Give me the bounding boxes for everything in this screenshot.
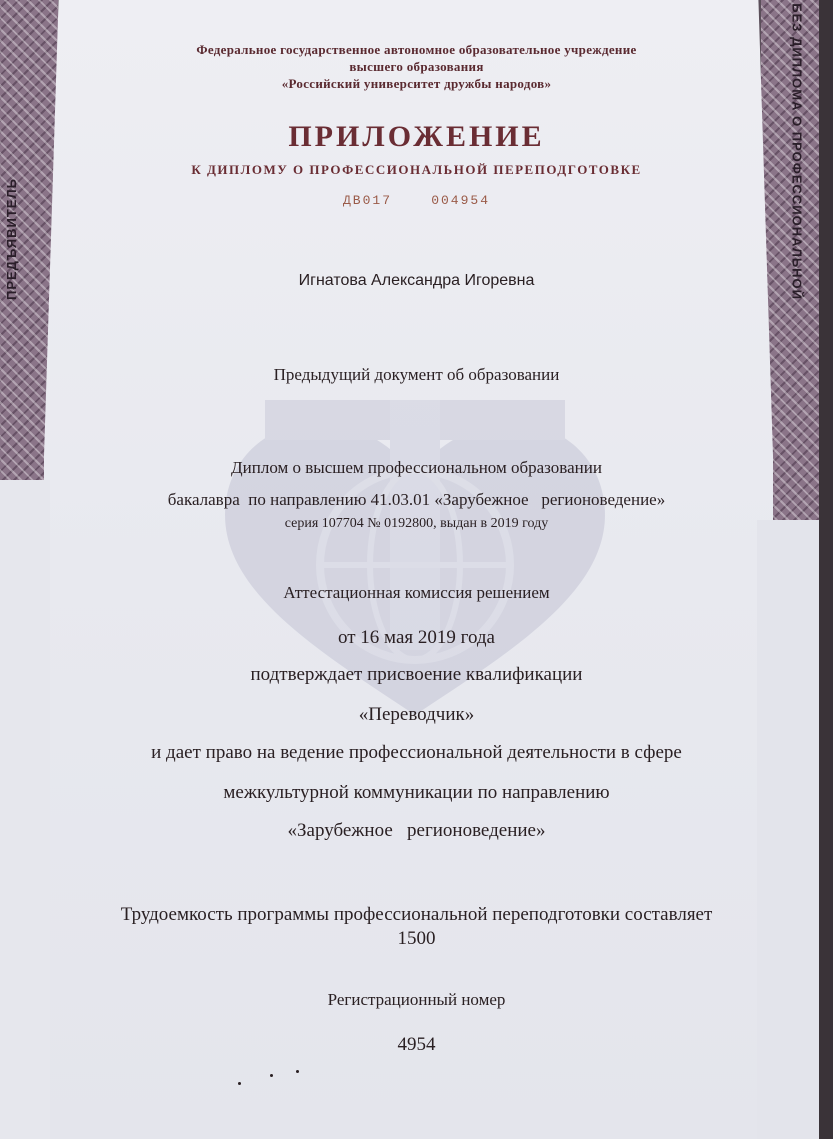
previous-document-type: Диплом о высшем профессиональном образовании [231, 458, 602, 477]
workload-value: 1500 [397, 928, 436, 949]
direction: «Зарубежное регионоведение» [287, 820, 546, 841]
workload-text: Трудоемкость программы профессиональной переподготовки составляет [120, 904, 713, 925]
decision-line-5: и дает право на ведение профессиональной деятельности в сфере [151, 742, 682, 763]
previous-document-series: серия 107704 № 0192800, выдан в 2019 году [284, 516, 549, 531]
right-border-text: БЕЗ ДИПЛОМА О ПРОФЕССИОНАЛЬНОЙ [790, 3, 805, 300]
ink-speck [296, 1070, 299, 1073]
qualification: «Переводчик» [358, 704, 475, 725]
document-subtitle: К ДИПЛОМУ О ПРОФЕССИОНАЛЬНОЙ ПЕРЕПОДГОТОВКЕ [191, 162, 642, 177]
issuer-line-2: высшего образования [349, 59, 484, 74]
issuer-line-1: Федеральное государственное автономное образовательное учреждение [196, 42, 637, 57]
registration-label: Регистрационный номер [327, 990, 506, 1009]
document-series-number: ДВ017 004954 [342, 193, 491, 208]
document-title: ПРИЛОЖЕНИЕ [288, 120, 545, 153]
holder-name: Игнатова Александра Игоревна [298, 272, 535, 289]
issuer-line-3: «Российский университет дружбы народов» [281, 76, 552, 91]
decision-date: от 16 мая 2019 года [338, 627, 495, 648]
previous-document-heading: Предыдущий документ об образовании [273, 365, 560, 384]
decision-line-1: Аттестационная комиссия решением [283, 583, 550, 602]
ink-speck [270, 1074, 273, 1077]
registration-number: 4954 [397, 1034, 436, 1055]
decision-line-6: межкультурной коммуникации по направлению [223, 782, 610, 803]
ink-speck [238, 1082, 241, 1085]
left-border-text: ПРЕДЪЯВИТЕЛЬ [4, 178, 19, 300]
previous-document-details: бакалавра по направлению 41.03.01 «Зарубежное регионоведение» [167, 490, 666, 509]
decision-line-3: подтверждает присвоение квалификации [250, 664, 583, 685]
